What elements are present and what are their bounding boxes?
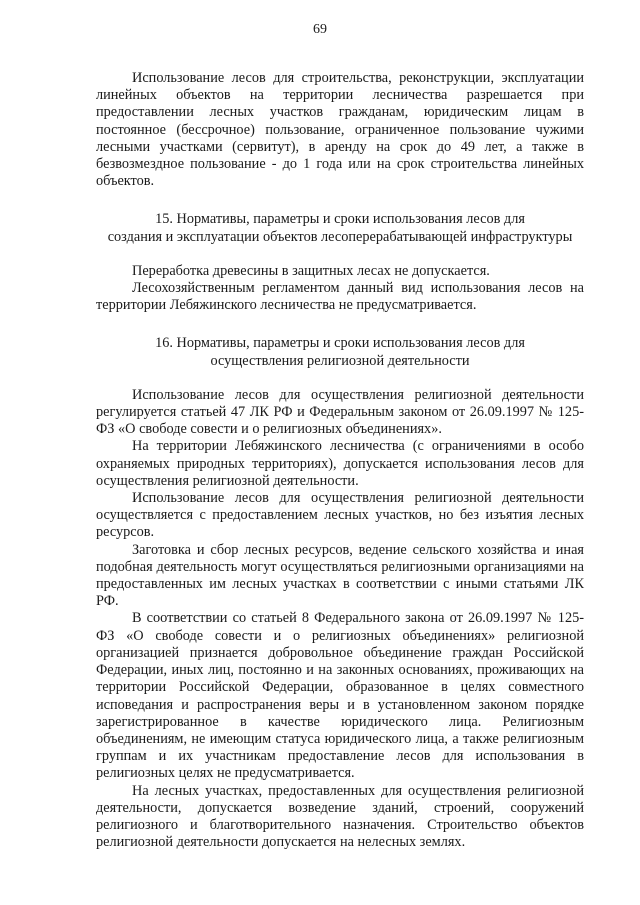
paragraph: Использование лесов для осуществления религиозной деятельности осуществляется с предоставлением лесных участков, но без изъятия лесных ресурсов. <box>96 490 584 541</box>
paragraph: В соответствии со статьей 8 Федерального закона от 26.09.1997 № 125-ФЗ «О свободе совести и о религиозных объединениях» религиозной организацией признается добровольное объединение граждан Российской Федерации, иных лиц, постоянно и на законных основаниях, проживающих на территории Российской Федерации, образованное в целях совместного исповедания и распространения веры и в установленном законом порядке зарегистрированное в качестве юридического лица. Религиозным объединениям, не имеющим статуса юридического лица, а также религиозным группам и их участникам предоставление лесов для использования в религиозных целях не предусматривается. <box>96 610 584 782</box>
page-content <box>96 70 584 851</box>
paragraph: Использование лесов для осуществления религиозной деятельности регулируется статьей 47 ЛК РФ и Федеральным законом от 26.09.1997 № 125-ФЗ «О свободе совести и о религиозных объединениях». <box>96 386 584 438</box>
paragraph: Лесохозяйственным регламентом данный вид использования лесов на территории Лебяжинского лесничества не предусматривается. <box>96 280 584 314</box>
paragraph: Заготовка и сбор лесных ресурсов, ведение сельского хозяйства и иная подобная деятельность могут осуществляться религиозными организациями на предоставленных им лесных участках в соответствии с иными статьями ЛК РФ. <box>96 541 584 610</box>
section-15-heading-line2: создания и эксплуатации объектов лесоперерабатывающей инфраструктуры <box>107 228 573 245</box>
section-16-heading-line2: осуществления религиозной деятельности <box>210 352 470 369</box>
paragraph: На территории Лебяжинского лесничества (с ограничениями в особо охраняемых природных территориях), допускается использования лесов для осуществления религиозной деятельности. <box>96 438 584 489</box>
paragraph: Использование лесов для строительства, реконструкции, эксплуатации линейных объектов на территории лесничества разрешается при предоставлении лесных участков гражданам, юридическим лицам в постоянное (бессрочное) пользование, ограниченное пользование чужими лесными участками (сервитут), в аренду на срок до 49 лет, а также в безвозмездное пользование - до 1 года или на срок строительства линейных объектов. <box>96 70 584 190</box>
section-15-heading-line1: 15. Нормативы, параметры и сроки использования лесов для <box>155 211 525 228</box>
paragraph: Переработка древесины в защитных лесах не допускается. <box>132 262 490 279</box>
section-16-heading-line1: 16. Нормативы, параметры и сроки использования лесов для <box>155 335 525 352</box>
page-number: 69 <box>313 22 327 37</box>
paragraph: На лесных участках, предоставленных для осуществления религиозной деятельности, допускается возведение зданий, строений, сооружений религиозного и благотворительного назначения. Строительство объектов религиозной деятельности допускается на нелесных землях. <box>96 782 584 851</box>
